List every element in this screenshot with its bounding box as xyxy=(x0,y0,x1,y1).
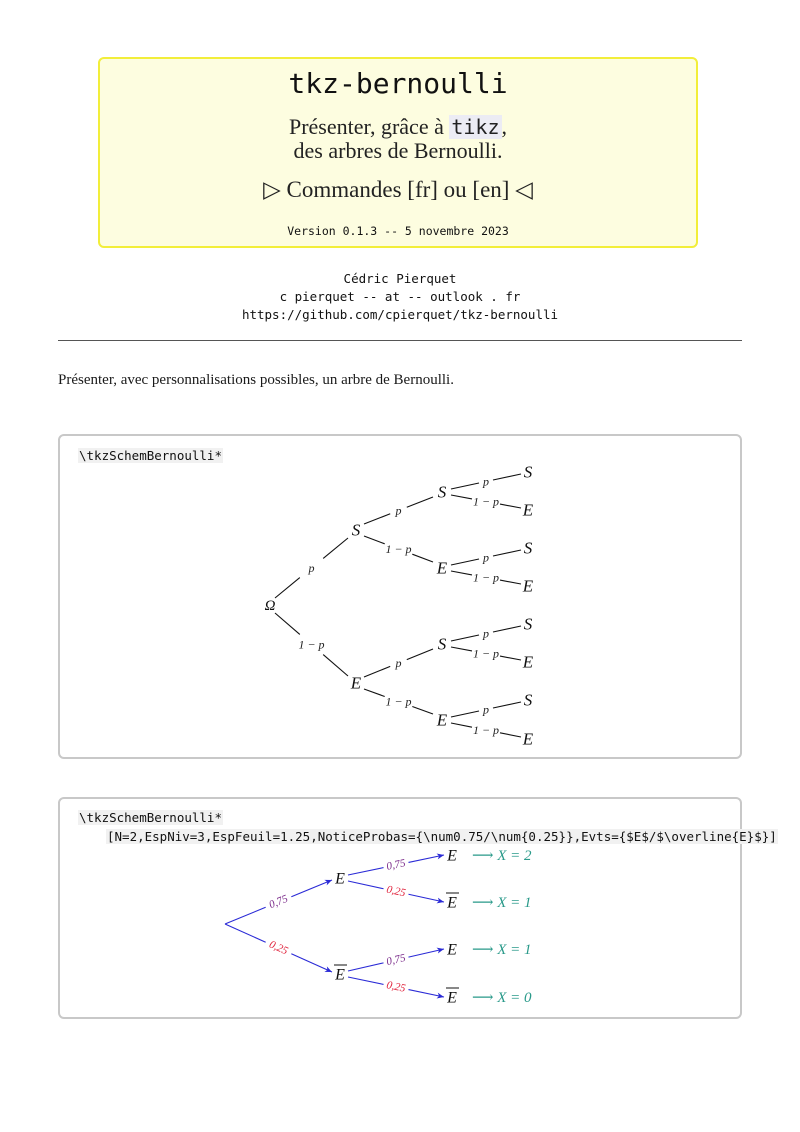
tree-branch xyxy=(451,635,479,641)
tree-branch xyxy=(364,536,385,544)
probability-label: p xyxy=(395,656,402,670)
intro-text: Présenter, avec personnalisations possibles, un arbre de Bernoulli. xyxy=(58,372,454,388)
tree-branch xyxy=(500,504,521,508)
tree-leaf: E xyxy=(522,576,534,596)
tree-branch xyxy=(348,868,384,875)
tree-node: E xyxy=(335,870,345,888)
tree-node: S xyxy=(437,482,447,502)
subtitle-prefix: Présenter, grâce à xyxy=(288,114,450,139)
outcome-label: ⟶ X = 2 xyxy=(472,848,532,864)
tree-leaf: S xyxy=(523,538,533,558)
probability-label: 1 − p xyxy=(472,570,500,585)
tree-node: S xyxy=(351,520,361,540)
probability-label: 0,25 xyxy=(267,938,290,958)
subtitle-code: tikz xyxy=(451,115,500,139)
probability-label: p xyxy=(483,626,489,641)
tree-branch xyxy=(451,711,479,717)
left-triangle-icon: ◁ xyxy=(515,177,533,202)
tree-leaf: E xyxy=(447,894,457,912)
probability-label: 1 − p xyxy=(385,694,412,709)
tree-branch xyxy=(408,949,444,957)
tree-branch xyxy=(451,495,472,499)
tree-branch xyxy=(291,880,332,897)
link-fr[interactable]: [fr] xyxy=(407,177,438,202)
tree-leaf: E xyxy=(447,989,457,1007)
tree-leaf: S xyxy=(523,690,533,710)
package-title: tkz-bernoulli xyxy=(288,67,508,100)
tree-branch xyxy=(500,580,521,584)
version-line: Version 0.1.3 -- 5 novembre 2023 xyxy=(287,224,509,238)
probability-label: 0,75 xyxy=(267,892,290,912)
author-url[interactable]: https://github.com/cpierquet/tkz-bernoulli xyxy=(241,307,559,322)
probability-label: 1 − p xyxy=(472,723,500,737)
tree-branch xyxy=(364,689,385,697)
tree-branch xyxy=(291,954,332,972)
root-node-omega: Ω xyxy=(264,598,276,614)
probability-label: 0,25 xyxy=(385,979,407,995)
subtitle-line2: des arbres de Bernoulli. xyxy=(293,138,503,163)
tree-branch xyxy=(348,881,384,889)
tree-branch xyxy=(364,514,390,524)
probability-label: p xyxy=(395,503,402,518)
tree-branch xyxy=(493,702,521,708)
tree-leaf: E xyxy=(522,500,534,520)
probability-label: 0,75 xyxy=(385,857,407,873)
example2-code-line1: \tkzSchemBernoulli* xyxy=(79,810,222,825)
tree-branch xyxy=(323,538,348,558)
bernoulli-tree-1 xyxy=(265,463,534,749)
tree-branch xyxy=(493,550,521,556)
right-triangle-icon: ▷ xyxy=(263,177,281,202)
tree-branch xyxy=(225,924,266,942)
probability-label: p xyxy=(483,550,489,565)
tree-leaf: E xyxy=(447,847,457,865)
tree-branch xyxy=(412,707,433,715)
probability-label: p xyxy=(483,474,489,489)
tree-branch xyxy=(225,907,266,924)
tree-branch xyxy=(407,649,433,660)
probability-label: 0,75 xyxy=(385,952,407,968)
outcome-label: ⟶ X = 1 xyxy=(472,895,532,911)
probability-label: 1 − p xyxy=(472,494,500,509)
link-en[interactable]: [en] xyxy=(472,177,510,202)
tree-branch xyxy=(451,571,472,575)
tree-branch xyxy=(275,613,300,634)
tree-leaf: E xyxy=(447,941,457,959)
probability-label: 1 − p xyxy=(385,542,412,556)
tree-node: E xyxy=(436,558,448,578)
probability-label: p xyxy=(483,702,489,717)
tree-branch xyxy=(500,656,521,660)
tree-branch xyxy=(451,723,472,727)
example2-code-line2: [N=2,EspNiv=3,EspFeuil=1.25,NoticeProbas={\num0.75/\num{0.25}},Evts={$E$/$\overline{E}$}] xyxy=(107,829,777,844)
probability-label: p xyxy=(308,561,315,575)
tree-branch xyxy=(500,733,521,737)
tree-branch xyxy=(408,894,444,902)
tree-leaf: E xyxy=(522,652,534,672)
outcome-label: ⟶ X = 1 xyxy=(472,942,532,958)
probability-label: 1 − p xyxy=(298,637,325,652)
outcome-label: ⟶ X = 0 xyxy=(472,990,532,1006)
tree-branch xyxy=(408,855,444,862)
tree-branch xyxy=(493,626,521,632)
tree-branch xyxy=(275,578,300,598)
tree-branch xyxy=(451,483,479,489)
tree-branch xyxy=(364,666,390,677)
example1-code: \tkzSchemBernoulli* xyxy=(79,448,222,463)
tree-node: E xyxy=(335,966,345,984)
tree-node: E xyxy=(436,710,448,730)
commands-or: ou xyxy=(443,177,467,202)
subtitle-suffix: , xyxy=(501,114,508,139)
tree-branch xyxy=(348,977,384,984)
tree-branch xyxy=(451,559,479,565)
tree-branch xyxy=(412,554,433,562)
tree-branch xyxy=(408,990,444,997)
tree-node: E xyxy=(350,673,362,693)
tree-leaf: E xyxy=(522,729,534,749)
tree-branch xyxy=(348,963,384,971)
tree-branch xyxy=(323,655,348,676)
author-name: Cédric Pierquet xyxy=(343,271,457,286)
probability-label: 0,25 xyxy=(385,883,407,900)
tree-leaf: S xyxy=(523,614,533,634)
bernoulli-tree-2 xyxy=(225,848,532,1007)
tree-node: S xyxy=(437,634,447,654)
probability-label: 1 − p xyxy=(472,646,500,661)
author-email: c pierquet -- at -- outlook . fr xyxy=(279,289,521,304)
commands-label: Commandes xyxy=(286,177,402,202)
tree-branch xyxy=(407,497,433,507)
tree-branch xyxy=(451,647,472,651)
tree-leaf: S xyxy=(523,462,533,482)
tree-branch xyxy=(493,474,521,480)
